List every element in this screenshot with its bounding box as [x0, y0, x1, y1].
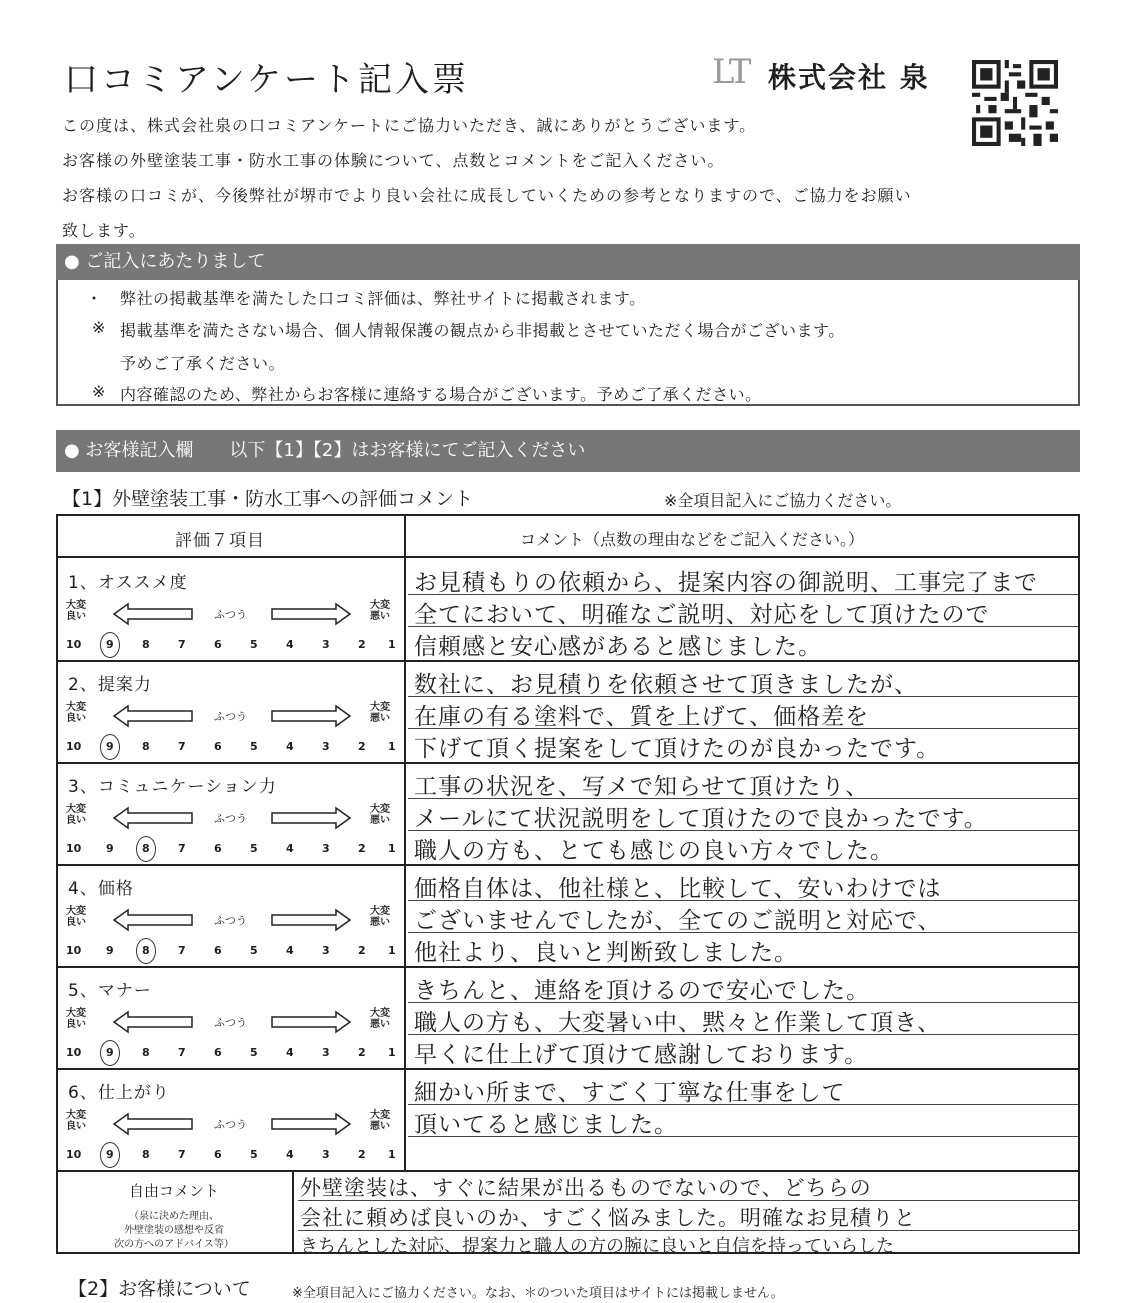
comment-line: 頂いてると感じました。	[414, 1112, 678, 1138]
table-header-divider	[56, 556, 1080, 558]
scale-good-line-2: 良い	[66, 1019, 86, 1030]
scale-number: 3	[322, 944, 330, 957]
scale-number: 5	[250, 842, 258, 855]
item-title: 2、提案力	[68, 675, 152, 695]
comment-line: メールにて状況説明をして頂けたので良かったです。	[414, 806, 988, 832]
comment-line: 価格自体は、他社様と、比較して、安いわけでは	[414, 876, 942, 902]
scale-good-line-1: 大変	[66, 804, 86, 815]
scale-number: 3	[322, 1148, 330, 1161]
scale-good-line-2: 良い	[66, 611, 86, 622]
arrow-right-icon	[270, 806, 352, 830]
intro-line-4: 致します。	[62, 221, 146, 240]
comment-line: きちんと、連絡を頂けるので安心でした。	[414, 978, 870, 1004]
arrow-left-icon	[112, 602, 194, 626]
notice-mark-1: ・	[86, 289, 103, 308]
scale-number: 7	[178, 1046, 186, 1059]
scale-number: 2	[358, 740, 366, 753]
scale-number: 8	[142, 842, 150, 855]
scale-number: 9	[106, 1046, 114, 1059]
free-comment-line-2: 会社に頼めば良いのか、すごく悩みました。明確なお見積りと	[300, 1206, 916, 1230]
scale-number: 3	[322, 740, 330, 753]
table-column-divider	[404, 514, 406, 1170]
scale-neutral-label: ふつう	[214, 812, 247, 825]
scale-bad-line-1: 大変	[370, 906, 390, 917]
comment-line: 職人の方も、大変暑い中、黙々と作業して頂き、	[414, 1010, 942, 1036]
item-title: 3、コミュニケーション力	[68, 777, 277, 797]
scale-good-line-1: 大変	[66, 702, 86, 713]
part1-note: ※全項目記入にご協力ください。	[664, 491, 902, 510]
arrow-right-icon	[270, 1010, 352, 1034]
scale-number: 8	[142, 1046, 150, 1059]
score-circle	[100, 632, 120, 658]
scale-number: 4	[286, 740, 294, 753]
intro-line-2: お客様の外壁塗装工事・防水工事の体験について、点数とコメントをご記入ください。	[62, 151, 725, 170]
scale-bad-label	[370, 600, 390, 622]
scale-bad-line-2: 悪い	[370, 917, 390, 928]
intro-line-3: お客様の口コミが、今後弊社が堺市でより良い会社に成長していくための参考となりますので、ご協力をお願い	[62, 186, 912, 205]
free-comment-hint-3: 次の方へのアドバイス等）	[114, 1239, 234, 1250]
comment-line: 他社より、良いと判断致しました。	[414, 940, 798, 966]
scale-number: 4	[286, 638, 294, 651]
scale-good-line-1: 大変	[66, 1008, 86, 1019]
free-comment-rule-2	[298, 1230, 1080, 1231]
scale-number: 9	[106, 740, 114, 753]
scale-bad-line-2: 悪い	[370, 1019, 390, 1030]
scale-number: 3	[322, 638, 330, 651]
notice-line-4: 内容確認のため、弊社からお客様に連絡する場合がございます。予めご了承ください。	[120, 385, 762, 404]
comment-line: 全てにおいて、明確なご説明、対応をして頂けたので	[414, 602, 990, 628]
company-logo-mark: LT	[712, 52, 749, 92]
scale-number: 9	[106, 1148, 114, 1161]
scale-number: 7	[178, 638, 186, 651]
scale-number: 4	[286, 1046, 294, 1059]
scale-number: 5	[250, 740, 258, 753]
scale-neutral-label: ふつう	[214, 1118, 247, 1131]
notice-mark-4: ※	[92, 382, 106, 401]
free-comment-hint-1: （泉に決めた理由、	[129, 1211, 219, 1222]
arrow-left-icon	[112, 1010, 194, 1034]
comment-line: 在庫の有る塗料で、質を上げて、価格差を	[414, 704, 870, 730]
scale-number: 2	[358, 842, 366, 855]
arrow-left-icon	[112, 1112, 194, 1136]
scale-number: 1	[388, 740, 396, 753]
comment-line: 細かい所まで、すごく丁寧な仕事をして	[414, 1080, 846, 1106]
page-title: 口コミアンケート記入票	[64, 60, 469, 100]
score-circle	[136, 938, 156, 964]
notice-mark-2: ※	[92, 318, 106, 337]
scale-number: 4	[286, 842, 294, 855]
item-title: 1、オススメ度	[68, 573, 188, 593]
scale-number: 5	[250, 638, 258, 651]
comment-line: 数社に、お見積りを依頼させて頂きましたが、	[414, 672, 918, 698]
notice-line-1: 弊社の掲載基準を満たした口コミ評価は、弊社サイトに掲載されます。	[120, 289, 646, 308]
scale-number: 9	[106, 842, 114, 855]
column-header-comment: コメント（点数の理由などをご記入ください。）	[520, 530, 865, 549]
notice-line-2: 掲載基準を満たさない場合、個人情報保護の観点から非掲載とさせていただく場合がございます。	[120, 321, 845, 340]
comment-line: 下げて頂く提案をして頂けたのが良かったです。	[414, 736, 941, 762]
free-comment-hint	[56, 1210, 292, 1252]
part2-note: ※全項目記入にご協力ください。なお、＊のついた項目はサイトには掲載しません。	[292, 1286, 784, 1301]
row-divider	[56, 864, 1080, 866]
scale-bad-label	[370, 1008, 390, 1030]
scale-number: 10	[66, 842, 82, 855]
comment-line: 工事の状況を、写メで知らせて頂けたり、	[414, 774, 870, 800]
free-comment-rule-1	[298, 1200, 1080, 1201]
scale-neutral-label: ふつう	[214, 710, 247, 723]
scale-number: 10	[66, 1148, 82, 1161]
scale-good-line-1: 大変	[66, 1110, 86, 1121]
scale-number: 10	[66, 638, 82, 651]
scale-number: 6	[214, 944, 222, 957]
scale-number: 7	[178, 842, 186, 855]
part1-title: 【1】外壁塗装工事・防水工事への評価コメント	[62, 488, 474, 510]
scale-bad-line-2: 悪い	[370, 1121, 390, 1132]
arrow-right-icon	[270, 602, 352, 626]
scale-number: 8	[142, 1148, 150, 1161]
comment-line: 職人の方も、とても感じの良い方々でした。	[414, 838, 894, 864]
scale-number: 8	[142, 638, 150, 651]
arrow-right-icon	[270, 908, 352, 932]
comment-line: 早くに仕上げて頂けて感謝しております。	[414, 1042, 869, 1068]
scale-bad-line-1: 大変	[370, 804, 390, 815]
score-circle	[100, 734, 120, 760]
scale-number: 9	[106, 944, 114, 957]
scale-number: 8	[142, 740, 150, 753]
scale-number: 1	[388, 842, 396, 855]
scale-good-line-1: 大変	[66, 600, 86, 611]
row-divider	[56, 966, 1080, 968]
arrow-right-icon	[270, 704, 352, 728]
arrow-left-icon	[112, 908, 194, 932]
notice-line-3: 予めご了承ください。	[120, 354, 286, 373]
scale-bad-label	[370, 804, 390, 826]
scale-neutral-label: ふつう	[214, 608, 247, 621]
comment-line: ございませんでしたが、全てのご説明と対応で、	[414, 908, 942, 934]
scale-neutral-label: ふつう	[214, 1016, 247, 1029]
scale-number: 3	[322, 842, 330, 855]
row-divider	[56, 660, 1080, 662]
customer-section-heading: ● お客様記入欄 以下【1】【2】はお客様にてご記入ください	[56, 430, 1080, 472]
scale-number: 2	[358, 944, 366, 957]
scale-bad-line-2: 悪い	[370, 611, 390, 622]
free-comment-label: 自由コメント	[128, 1182, 219, 1200]
scale-number: 10	[66, 740, 82, 753]
scale-number: 1	[388, 944, 396, 957]
qr-code-icon	[972, 60, 1058, 146]
scale-good-label	[66, 906, 86, 928]
scale-number: 7	[178, 740, 186, 753]
scale-number: 6	[214, 842, 222, 855]
scale-number: 9	[106, 638, 114, 651]
row-divider	[56, 762, 1080, 764]
scale-bad-line-2: 悪い	[370, 713, 390, 724]
scale-number: 5	[250, 944, 258, 957]
scale-number: 2	[358, 1046, 366, 1059]
scale-bad-label	[370, 702, 390, 724]
arrow-right-icon	[270, 1112, 352, 1136]
scale-number: 8	[142, 944, 150, 957]
free-comment-hint-2: 外壁塗装の感想や反省	[124, 1225, 224, 1236]
scale-number: 1	[388, 1046, 396, 1059]
arrow-left-icon	[112, 806, 194, 830]
scale-good-line-2: 良い	[66, 917, 86, 928]
scale-number: 10	[66, 1046, 82, 1059]
free-comment-line-1: 外壁塗装は、すぐに結果が出るものでないので、どちらの	[300, 1176, 872, 1200]
intro-line-1: この度は、株式会社泉の口コミアンケートにご協力いただき、誠にありがとうございます。	[62, 116, 757, 135]
scale-good-line-1: 大変	[66, 906, 86, 917]
scale-number: 1	[388, 638, 396, 651]
score-circle	[136, 836, 156, 862]
company-name: 株式会社 泉	[768, 61, 930, 94]
scale-good-label	[66, 1008, 86, 1030]
scale-number: 6	[214, 638, 222, 651]
scale-neutral-label: ふつう	[214, 914, 247, 927]
scale-number: 6	[214, 740, 222, 753]
notice-heading: ● ご記入にあたりまして	[56, 244, 1080, 280]
scale-bad-label	[370, 906, 390, 928]
scale-good-label	[66, 804, 86, 826]
free-comment-column-divider	[292, 1170, 294, 1254]
scale-number: 2	[358, 638, 366, 651]
scale-bad-line-2: 悪い	[370, 815, 390, 826]
comment-line: 信頼感と安心感があると感じました。	[414, 634, 822, 660]
scale-good-line-2: 良い	[66, 1121, 86, 1132]
scale-good-label	[66, 600, 86, 622]
scale-bad-line-1: 大変	[370, 1110, 390, 1121]
item-title: 6、仕上がり	[68, 1083, 170, 1103]
scale-number: 6	[214, 1148, 222, 1161]
score-circle	[100, 1040, 120, 1066]
scale-number: 10	[66, 944, 82, 957]
scale-good-line-2: 良い	[66, 713, 86, 724]
scale-good-line-2: 良い	[66, 815, 86, 826]
scale-number: 5	[250, 1148, 258, 1161]
scale-number: 5	[250, 1046, 258, 1059]
part2-title: 【2】お客様について	[68, 1278, 251, 1300]
scale-good-label	[66, 1110, 86, 1132]
scale-number: 1	[388, 1148, 396, 1161]
scale-number: 7	[178, 944, 186, 957]
scale-number: 4	[286, 944, 294, 957]
free-comment-line-3: きちんとした対応、提案力と職人の方の腕に良いと自信を持っていらした	[300, 1236, 894, 1257]
scale-good-label	[66, 702, 86, 724]
row-divider	[56, 1068, 1080, 1070]
scale-number: 2	[358, 1148, 366, 1161]
column-header-items: 評価７項目	[175, 531, 265, 551]
scale-bad-line-1: 大変	[370, 1008, 390, 1019]
comment-line: お見積もりの依頼から、提案内容の御説明、工事完了まで	[414, 570, 1038, 596]
scale-number: 7	[178, 1148, 186, 1161]
scale-number: 3	[322, 1046, 330, 1059]
scale-number: 6	[214, 1046, 222, 1059]
score-circle	[100, 1142, 120, 1168]
item-title: 5、マナー	[68, 981, 152, 1001]
scale-bad-line-1: 大変	[370, 600, 390, 611]
item-title: 4、価格	[68, 879, 134, 899]
scale-bad-line-1: 大変	[370, 702, 390, 713]
scale-bad-label	[370, 1110, 390, 1132]
arrow-left-icon	[112, 704, 194, 728]
scale-number: 4	[286, 1148, 294, 1161]
